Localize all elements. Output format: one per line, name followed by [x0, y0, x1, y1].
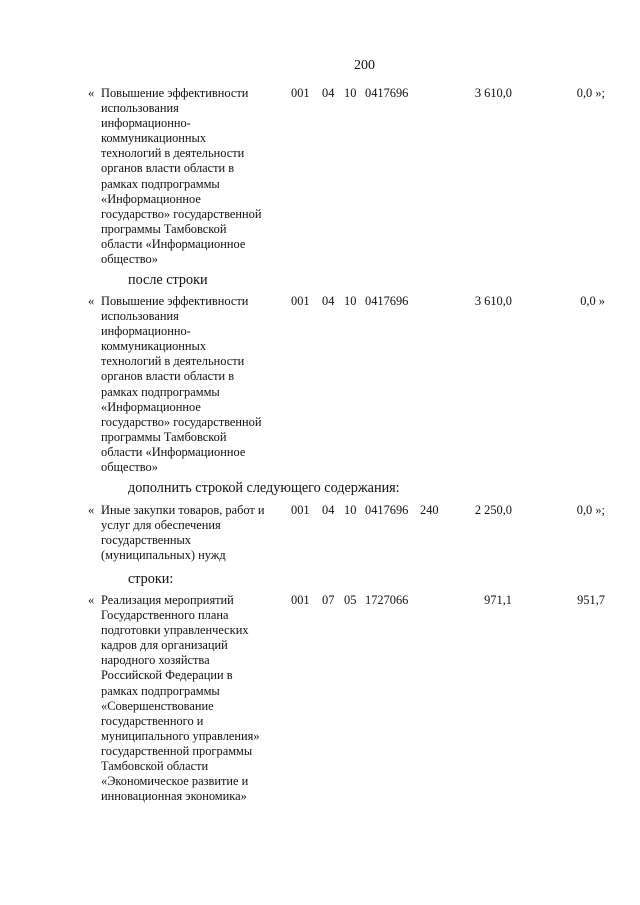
description-line: информационно-	[101, 116, 191, 131]
row-description	[101, 503, 281, 563]
description-line: муниципального управления»	[101, 728, 260, 743]
description-line: информационно-	[101, 324, 191, 339]
description-line: программы Тамбовской	[101, 429, 227, 444]
code-section: 04	[322, 503, 335, 517]
value-second-year: 0,0 »;	[576, 86, 605, 100]
description-line: органов власти области в	[101, 369, 235, 384]
description-line: услуг для обеспечения	[101, 518, 221, 533]
description-line: государственной программы	[101, 743, 253, 758]
description-line: государственного и	[101, 713, 204, 728]
description-line: рамках подпрограммы	[101, 683, 220, 698]
description-line: «Информационное	[101, 191, 201, 206]
opening-quote: «	[88, 86, 95, 100]
description-line: рамках подпрограммы	[101, 176, 220, 191]
description-line: технологий в деятельности	[101, 354, 245, 369]
code-target: 0417696	[365, 503, 409, 517]
description-line: Повышение эффективности	[101, 294, 249, 308]
description-line: Тамбовской области	[101, 759, 209, 774]
description-line: Реализация мероприятий	[101, 593, 234, 607]
row-description	[101, 593, 281, 804]
code-ministry: 001	[291, 86, 310, 100]
code-section: 04	[322, 86, 335, 100]
value-first-year: 971,1	[484, 593, 512, 607]
value-second-year: 0,0 »;	[576, 503, 605, 517]
description-line: программы Тамбовской	[101, 221, 227, 236]
code-target: 0417696	[365, 294, 409, 308]
value-second-year: 0,0 »	[580, 294, 605, 308]
connector-text: строки:	[128, 571, 174, 587]
code-ministry: 001	[291, 593, 310, 607]
description-line: общество»	[101, 252, 158, 267]
description-line: рамках подпрограммы	[101, 384, 220, 399]
code-target: 0417696	[365, 86, 409, 100]
description-line: области «Информационное	[101, 236, 246, 251]
row-description	[101, 294, 281, 475]
opening-quote: «	[88, 593, 95, 607]
description-line: подготовки управленческих	[101, 623, 249, 638]
description-line: государственных	[101, 533, 192, 548]
description-line: Повышение эффективности	[101, 86, 249, 100]
code-subsection: 05	[344, 593, 357, 607]
description-line: (муниципальных) нужд	[101, 548, 226, 563]
value-first-year: 2 250,0	[474, 503, 512, 517]
description-line: инновационная экономика»	[101, 789, 247, 804]
code-section: 04	[322, 294, 335, 308]
description-line: Государственного плана	[101, 608, 229, 623]
description-line: «Совершенствование	[101, 698, 214, 713]
description-line: народного хозяйства	[101, 653, 210, 668]
code-section: 07	[322, 593, 335, 607]
code-subsection: 10	[344, 294, 357, 308]
description-line: использования	[101, 101, 179, 116]
code-ministry: 001	[291, 294, 310, 308]
description-line: Российской Федерации в	[101, 668, 233, 683]
row-description	[101, 86, 281, 267]
description-line: государство» государственной	[101, 414, 262, 429]
description-line: использования	[101, 309, 179, 324]
description-line: технологий в деятельности	[101, 146, 245, 161]
description-line: Иные закупки товаров, работ и	[101, 503, 265, 517]
description-line: государство» государственной	[101, 206, 262, 221]
opening-quote: «	[88, 294, 95, 308]
code-ministry: 001	[291, 503, 310, 517]
description-line: области «Информационное	[101, 444, 246, 459]
opening-quote: «	[88, 503, 95, 517]
value-second-year: 951,7	[577, 593, 605, 607]
connector-text: после строки	[128, 272, 208, 288]
code-subsection: 10	[344, 86, 357, 100]
description-line: коммуникационных	[101, 339, 207, 354]
code-expense-type: 240	[420, 503, 439, 517]
code-target: 1727066	[365, 593, 409, 607]
description-line: общество»	[101, 460, 158, 475]
page-number: 200	[354, 58, 375, 73]
value-first-year: 3 610,0	[474, 86, 512, 100]
code-subsection: 10	[344, 503, 357, 517]
description-line: «Информационное	[101, 399, 201, 414]
description-line: «Экономическое развитие и	[101, 774, 249, 789]
connector-text: дополнить строкой следующего содержания:	[128, 480, 400, 496]
description-line: коммуникационных	[101, 131, 207, 146]
description-line: кадров для организаций	[101, 638, 228, 653]
description-line: органов власти области в	[101, 161, 235, 176]
value-first-year: 3 610,0	[474, 294, 512, 308]
